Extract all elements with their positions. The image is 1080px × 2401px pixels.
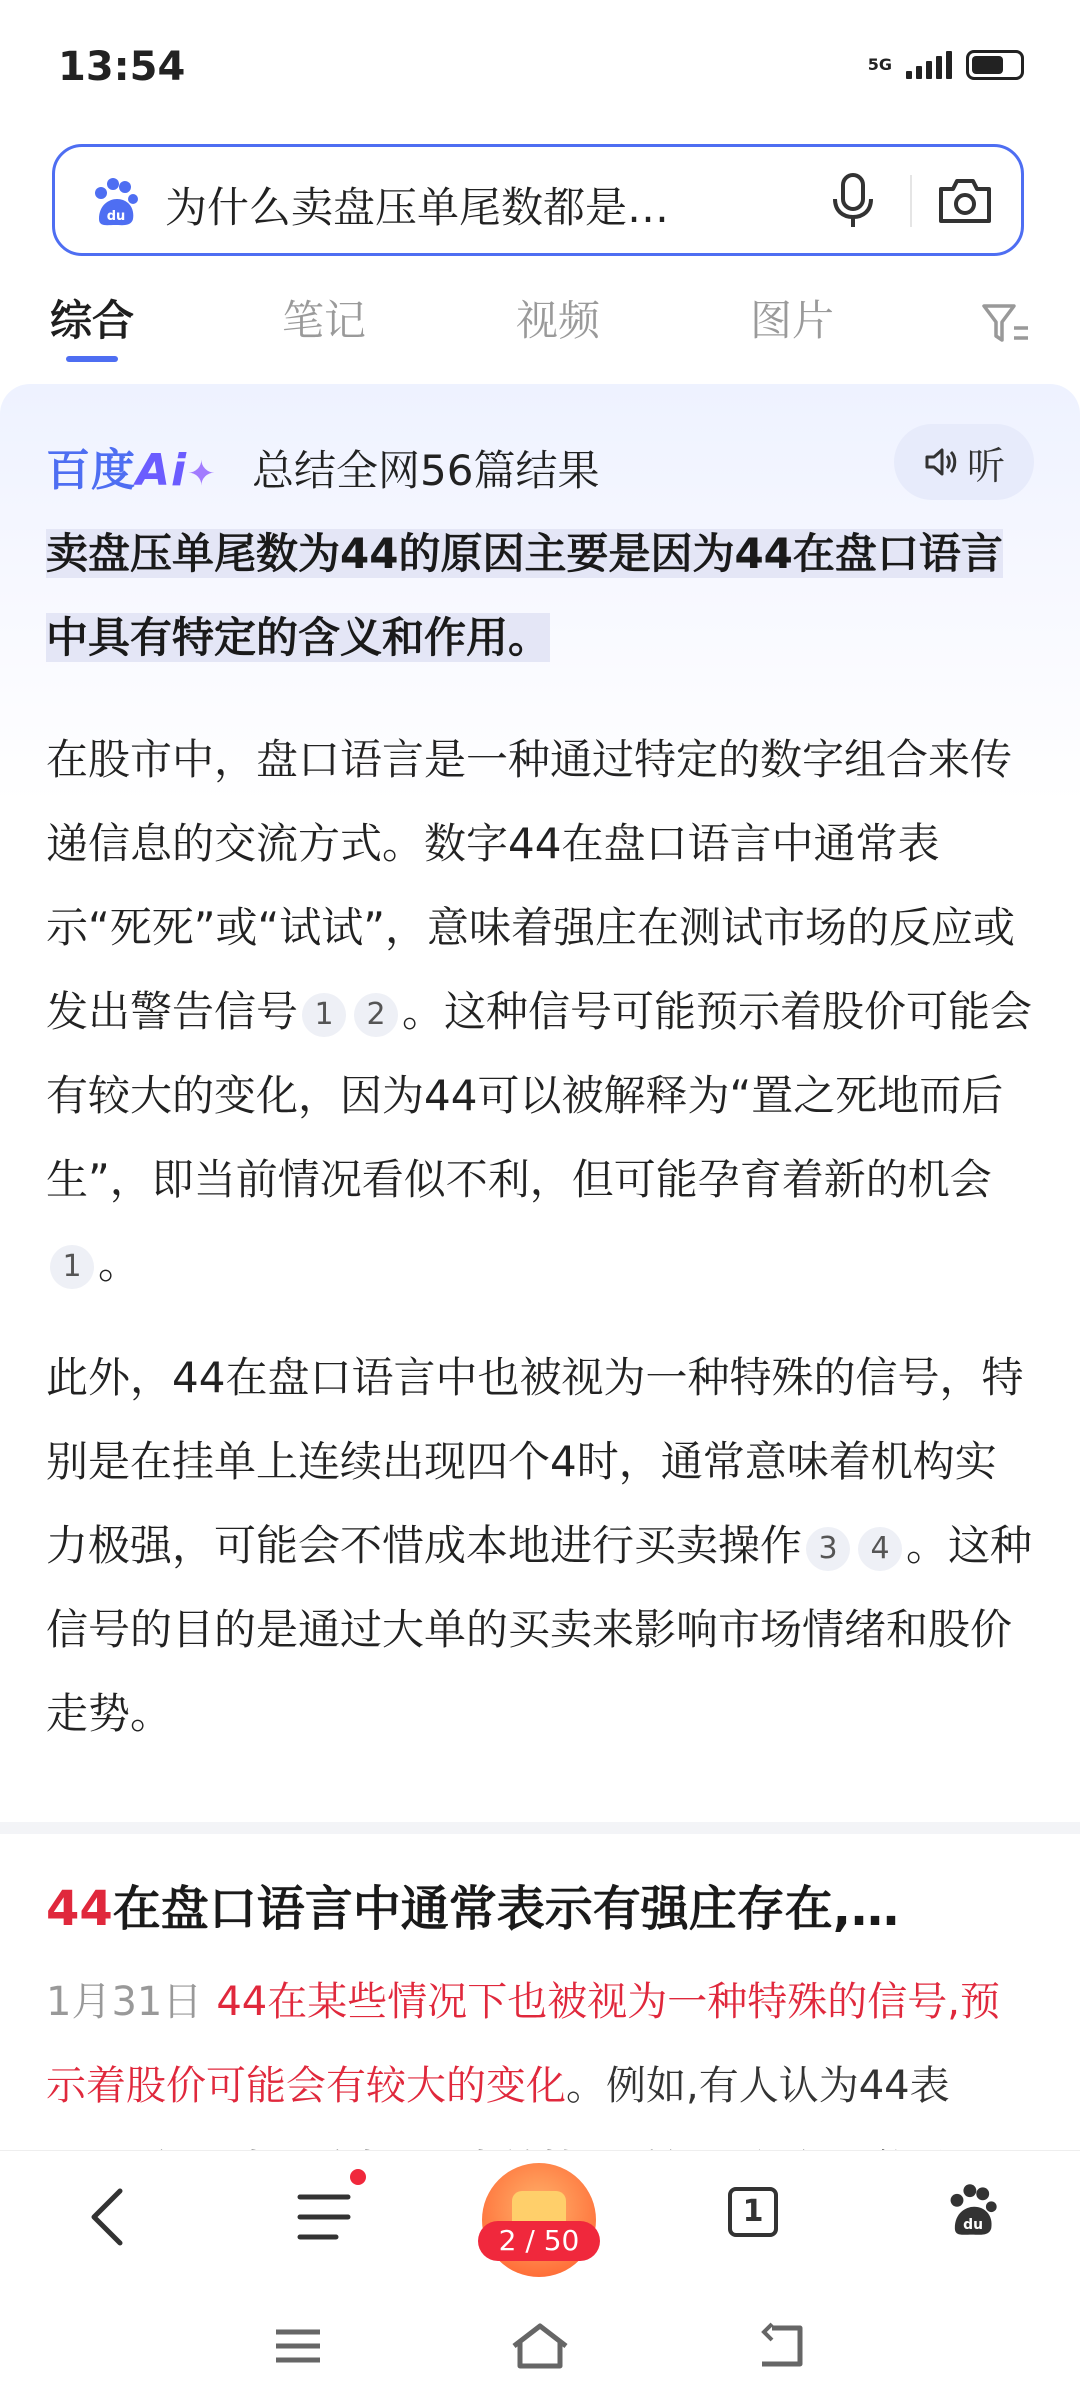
baidu-paw-icon	[87, 175, 143, 231]
section-divider	[0, 1822, 1080, 1834]
listen-label: 听	[966, 443, 1005, 488]
system-navigation-bar	[0, 2280, 1080, 2400]
listen-button[interactable]	[894, 424, 1034, 500]
citation-3[interactable]: 3	[806, 1527, 850, 1571]
search-tabs	[0, 280, 1080, 360]
citation-4[interactable]: 4	[858, 1527, 902, 1571]
camera-icon[interactable]	[935, 171, 995, 231]
tab-video[interactable]: 视频	[516, 296, 601, 345]
citation-1[interactable]: 1	[302, 993, 346, 1037]
search-bar[interactable]	[52, 144, 1024, 256]
back-arrow-icon[interactable]	[86, 2185, 130, 2249]
network-type: 5G	[867, 55, 892, 74]
ai-paragraph-1: 在股市中，盘口语言是一种通过特定的数字组合来传递信息的交流方式。数字44在盘口语言中通常表示“死死”或“试试”，意味着强庄在测试市场的反应或发出警告信号 1 2 。这种信号可能预示着股价可能会有较大的变化，因为44可以被解释为“置之死地而后生”，即当前情况看似不利，但可能孕育着新的机会1 。	[46, 735, 1033, 1288]
baidu-home-icon[interactable]	[942, 2181, 1002, 2241]
notification-dot	[350, 2169, 366, 2185]
tab-images[interactable]: 图片	[750, 296, 835, 345]
baidu-ai-logo: 百度Ai✦	[46, 445, 217, 496]
tab-all[interactable]: 综合	[50, 296, 135, 345]
ai-paragraph-2: 此外，44在盘口语言中也被视为一种特殊的信号，特别是在挂单上连续出现四个4时，通常意味着机构实力极强，可能会不惜成本地进行买卖操作 3 4 。这种信号的目的是通过大单的买卖来影响市场情绪和股价走势。	[46, 1353, 1033, 1738]
signal-icon	[906, 51, 952, 79]
tab-notes[interactable]: 笔记	[282, 296, 367, 345]
search-query[interactable]: 为什么卖盘压单尾数都是…	[165, 183, 670, 232]
microphone-icon[interactable]	[825, 171, 881, 231]
ai-summary-text: 总结全网56篇结果	[252, 446, 600, 495]
svg-text:du: du	[106, 209, 126, 224]
filter-icon[interactable]	[980, 300, 1032, 348]
ai-highlight-answer: 卖盘压单尾数为44的原因主要是因为44在盘口语言中具有特定的含义和作用。	[46, 529, 1003, 662]
speaker-icon	[923, 444, 959, 480]
tabs-count-button[interactable]: 1	[728, 2187, 778, 2237]
ai-answer-card	[0, 384, 1080, 1824]
active-tab-indicator	[66, 356, 118, 362]
reward-progress-badge: 2 / 50	[478, 2221, 600, 2261]
menu-icon[interactable]	[296, 2191, 352, 2243]
citation-2[interactable]: 2	[354, 993, 398, 1037]
home-icon[interactable]	[508, 2320, 572, 2372]
result-date: 1月31日	[46, 1979, 203, 2025]
status-bar	[0, 0, 1080, 140]
result-title[interactable]: 44在盘口语言中通常表示有强庄存在,…	[46, 1881, 900, 1937]
recent-apps-icon[interactable]	[272, 2326, 324, 2366]
battery-icon	[966, 50, 1024, 80]
system-back-icon[interactable]	[752, 2322, 808, 2370]
svg-text:du: du	[963, 2217, 984, 2234]
status-time: 13:54	[58, 44, 186, 90]
citation-1[interactable]: 1	[50, 1245, 94, 1289]
result-snippet[interactable]: 1月31日 44在某些情况下也被视为一种特殊的信号,预示着股价可能会有较大的变化。例如,有人认为44表	[46, 1979, 1000, 2109]
